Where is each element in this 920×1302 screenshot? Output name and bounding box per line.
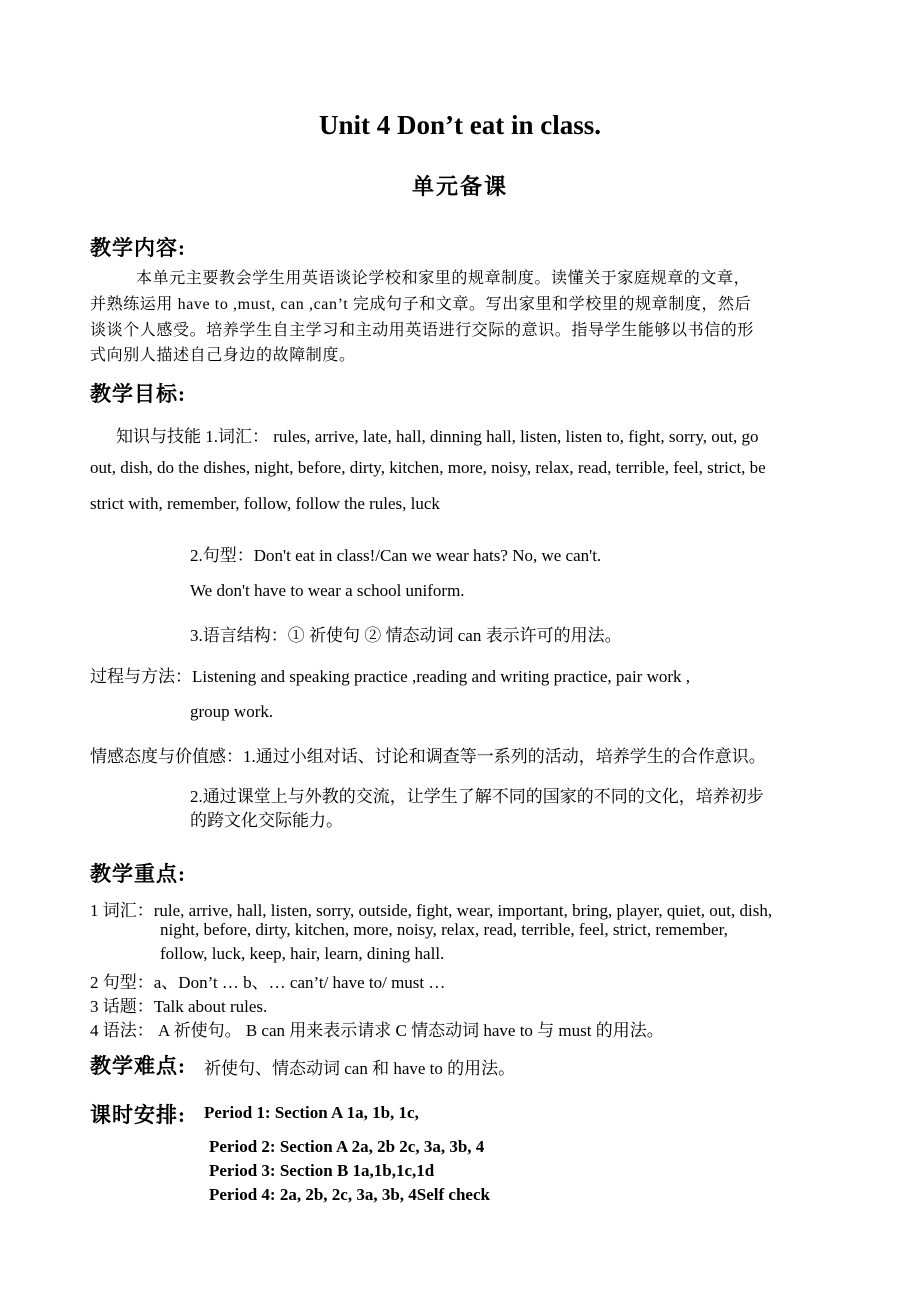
language-structure: 3.语言结构：① 祈使句 ② 情态动词 can 表示许可的用法。 <box>190 626 622 645</box>
content-line: 谈谈个人感受。培养学生自主学习和主动用英语进行交际的意识。指导学生能够以书信的形 <box>90 322 755 339</box>
period-item: Period 2: Section A 2a, 2b 2c, 3a, 3b, 4 <box>209 1137 485 1156</box>
vocab-line: out, dish, do the dishes, night, before, dirty, kitchen, more, noisy, relax, read, terrible, feel, strict, be <box>90 458 766 477</box>
sentence-pattern: We don't have to wear a school uniform. <box>190 581 465 600</box>
period-item: Period 4: 2a, 2b, 2c, 3a, 3b, 4Self check <box>209 1185 490 1204</box>
period-item: Period 1: Section A 1a, 1b, 1c, <box>204 1103 419 1122</box>
emotion-values: 的跨文化交际能力。 <box>190 811 343 830</box>
emotion-values: 情感态度与价值感：1.通过小组对话、讨论和调查等一系列的活动，培养学生的合作意识。 <box>90 747 766 766</box>
period-item: Period 3: Section B 1a,1b,1c,1d <box>209 1161 435 1180</box>
content-line: 本单元主要教会学生用英语谈论学校和家里的规章制度。读懂关于家庭规章的文章， <box>136 270 751 287</box>
page-title: Unit 4 Don’t eat in class. <box>319 110 601 140</box>
key-point-line: 1 词汇：rule, arrive, hall, listen, sorry, outside, fight, wear, important, bring, player, quiet, out, dish, <box>90 901 773 920</box>
difficulties-text: 祈使句、情态动词 can 和 have to 的用法。 <box>204 1059 516 1078</box>
key-point-line: 3 话题：Talk about rules. <box>90 997 268 1016</box>
content-line: 并熟练运用 have to ,must, can ,can’t 完成句子和文章。写出家里和学校里的规章制度，然后 <box>90 296 752 313</box>
vocab-line: 知识与技能 1.词汇： rules, arrive, late, hall, dinning hall, listen, listen to, fight, sorry, out, go <box>116 427 759 446</box>
content-line: 式向别人描述自己身边的故障制度。 <box>90 347 356 364</box>
key-point-line: 4 语法： A 祈使句。 B can 用来表示请求 C 情态动词 have to 与 must 的用法。 <box>90 1021 664 1040</box>
sentence-pattern: 2.句型：Don't eat in class!/Can we wear hats? No, we can't. <box>190 546 602 565</box>
objectives-heading: 教学目标: <box>90 382 186 406</box>
key-point-line: night, before, dirty, kitchen, more, noisy, relax, read, terrible, feel, strict, remember, <box>160 920 728 939</box>
key-points-heading: 教学重点: <box>90 862 186 886</box>
content-heading: 教学内容: <box>90 236 186 260</box>
emotion-values: 2.通过课堂上与外教的交流，让学生了解不同的国家的不同的文化，培养初步 <box>190 787 764 806</box>
schedule-heading: 课时安排: <box>90 1103 186 1127</box>
page-subtitle: 单元备课 <box>411 174 508 199</box>
process-method: group work. <box>190 702 274 721</box>
difficulties-heading: 教学难点: <box>90 1054 186 1078</box>
process-method: 过程与方法：Listening and speaking practice ,reading and writing practice, pair work , <box>90 667 691 686</box>
vocab-line: strict with, remember, follow, follow the rules, luck <box>90 494 440 513</box>
key-point-line: 2 句型：a、Don’t … b、… can’t/ have to/ must … <box>90 973 446 992</box>
key-point-line: follow, luck, keep, hair, learn, dining hall. <box>160 944 445 963</box>
